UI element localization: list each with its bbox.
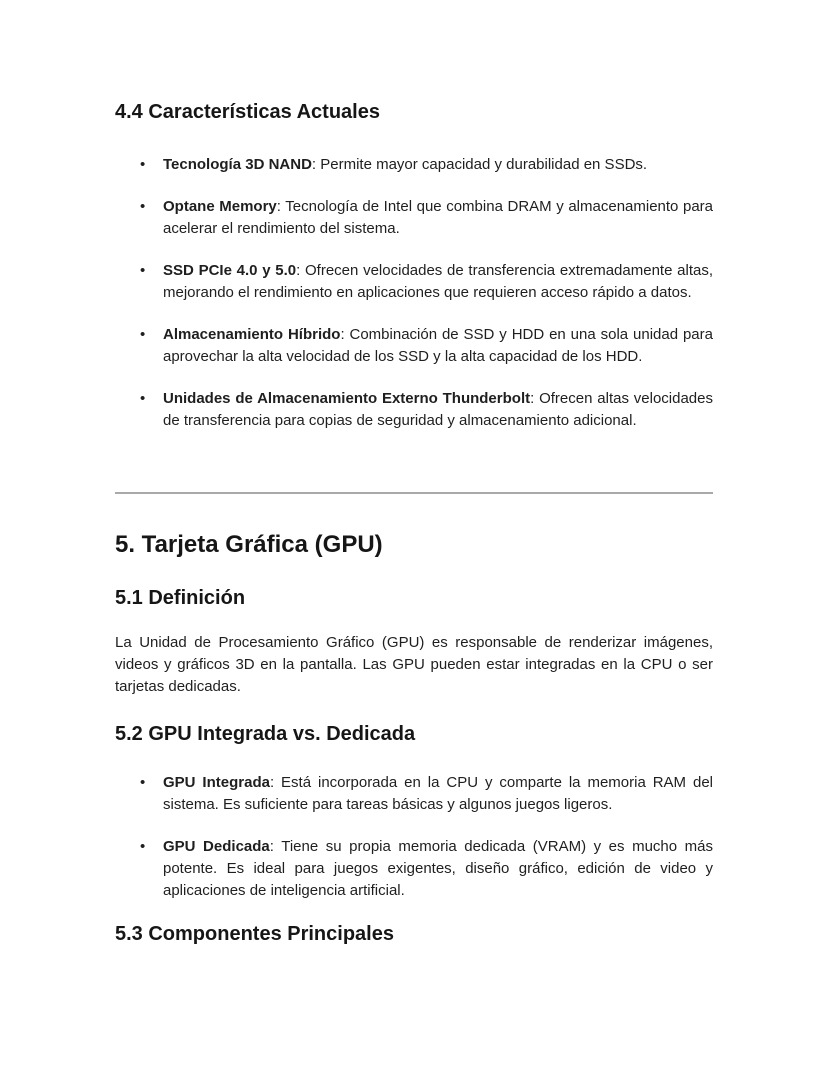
bullet-text: : Está incorporada en la CPU y comparte la memoria RAM del sistema. Es suficiente para tareas básicas y algunos juegos ligeros. (163, 773, 714, 813)
document-content (115, 0, 713, 946)
bullet-term: GPU Dedicada (163, 837, 270, 855)
heading-5-3-componentes-principales: 5.3 Componentes Principales (115, 922, 394, 945)
bullet-text: : Ofrecen velocidades de transferencia extremadamente altas, mejorando el rendimiento en aplicaciones que requieren acceso rápido a datos. (163, 262, 713, 301)
bullet-list-gpu-types (115, 772, 713, 902)
heading-5-2-gpu-integrada-vs-dedicada: 5.2 GPU Integrada vs. Dedicada (115, 722, 416, 745)
bullet-term: Tecnología 3D NAND (163, 156, 312, 173)
bullet-term: Optane Memory (163, 198, 277, 215)
list-item (163, 772, 713, 816)
list-item (163, 388, 713, 432)
bullet-text: : Combinación de SSD y HDD en una sola unidad para aprovechar la alta velocidad de los SSD y la alta capacidad de los HDD. (163, 326, 713, 365)
heading-4-4-caracteristicas-actuales: 4.4 Características Actuales (115, 101, 380, 123)
paragraph-gpu-definition: La Unidad de Procesamiento Gráfico (GPU) es responsable de renderizar imágenes, videos y gráficos 3D en la pantalla. Las GPU pueden estar integradas en la CPU o ser tarjetas dedicadas. (115, 633, 713, 695)
bullet-text: : Tecnología de Intel que combina DRAM y almacenamiento para acelerar el rendimiento del sistema. (163, 198, 714, 237)
bullet-term: Almacenamiento Híbrido (163, 326, 341, 343)
list-item (163, 836, 713, 902)
bullet-text: : Permite mayor capacidad y durabilidad en SSDs. (311, 156, 648, 173)
bullet-text: : Ofrecen altas velocidades de transferencia para copias de seguridad y almacenamiento adicional. (163, 390, 713, 429)
heading-5-tarjeta-grafica: 5. Tarjeta Gráfica (GPU) (115, 531, 383, 558)
bullet-text: : Tiene su propia memoria dedicada (VRAM) y es mucho más potente. Es ideal para juegos exigentes, diseño gráfico, edición de video y aplicaciones de inteligencia artificial. (163, 837, 713, 899)
bullet-list-storage-features (115, 154, 713, 432)
list-item (163, 324, 713, 368)
list-item (163, 196, 713, 240)
list-item (163, 260, 713, 304)
bullet-term: SSD PCIe 4.0 y 5.0 (163, 262, 297, 279)
bullet-term: Unidades de Almacenamiento Externo Thunderbolt (163, 390, 531, 407)
list-item (163, 154, 713, 176)
section-divider (115, 492, 713, 494)
heading-5-1-definicion: 5.1 Definición (115, 586, 246, 609)
bullet-term: GPU Integrada (163, 773, 270, 791)
